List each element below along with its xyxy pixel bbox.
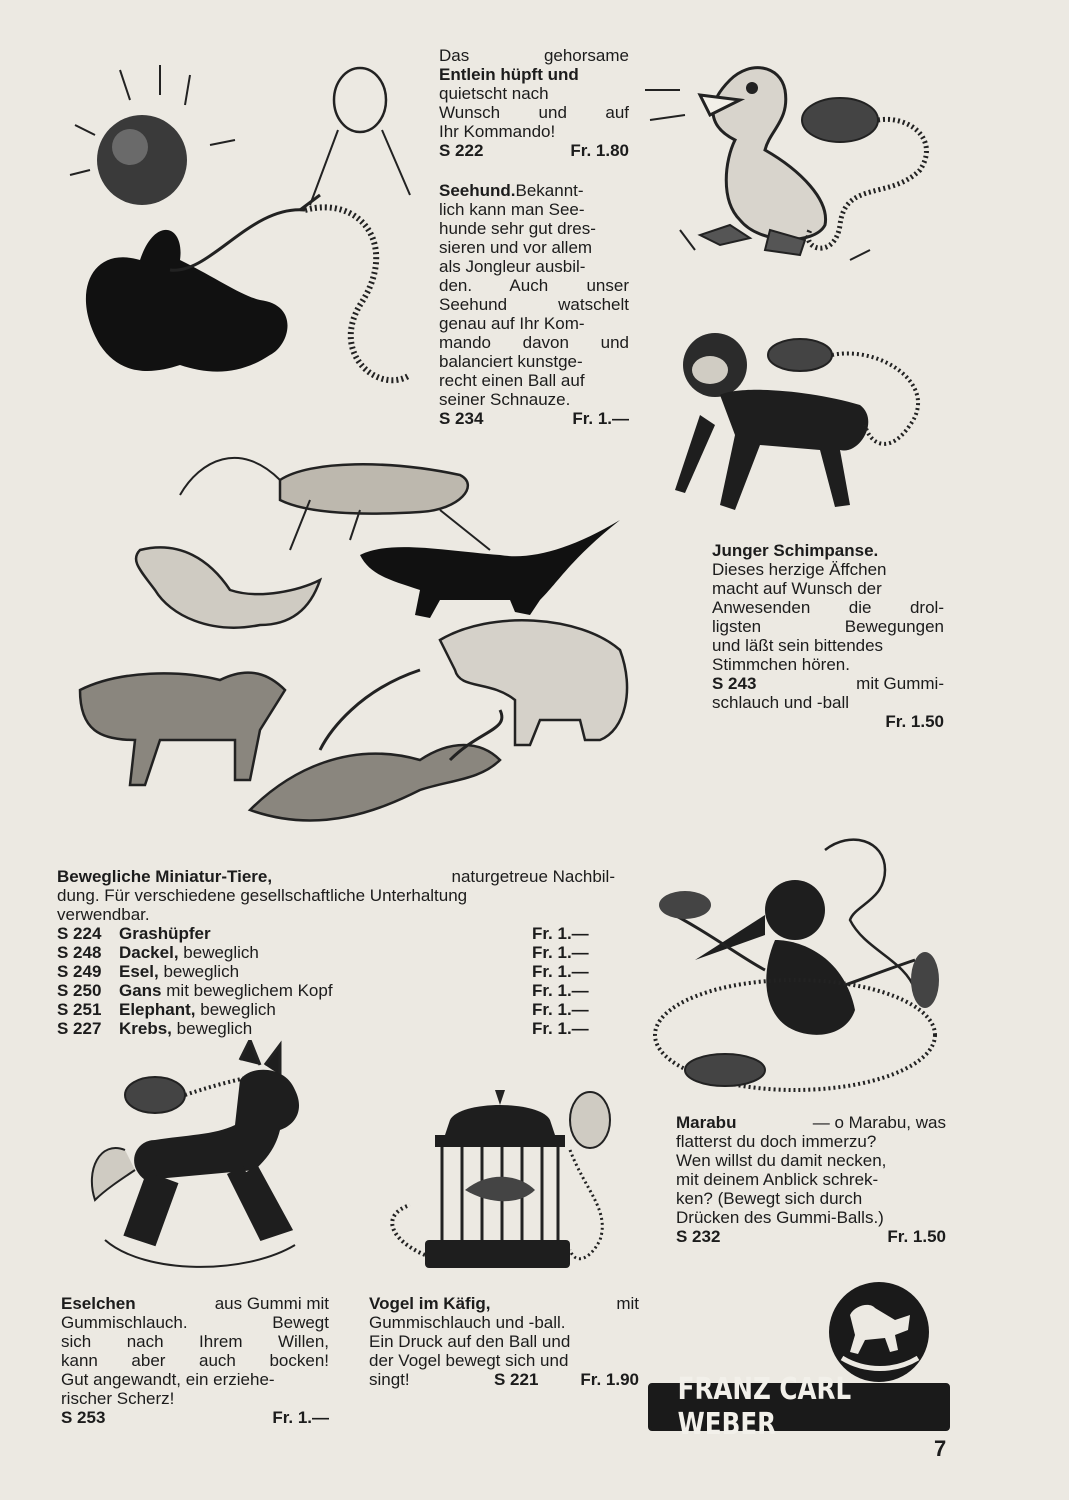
marabu-line-4: ken? (Bewegt sich durch — [676, 1189, 863, 1208]
marabu-line-2: Wen willst du damit necken, — [676, 1151, 887, 1170]
item-name: Esel, — [119, 962, 159, 981]
duck-line-3: quietscht nach — [439, 84, 549, 103]
item-price: Fr. 1.— — [532, 924, 589, 943]
chimp-code-rest: mit Gummi- — [856, 674, 944, 693]
marabu-line-3: mit deinem Anblick schrek- — [676, 1170, 879, 1189]
item-code: S 251 — [57, 1000, 102, 1019]
miniatures-intro-rest: naturgetreue Nachbil- — [451, 867, 615, 886]
bird-title: Vogel im Käfig, — [369, 1294, 491, 1313]
marabu-price-row — [676, 1227, 946, 1246]
chimpanzee-illustration — [640, 325, 955, 525]
miniature-animals-illustration — [60, 440, 640, 850]
donkey-price: Fr. 1.— — [272, 1408, 329, 1427]
item-code: S 248 — [57, 943, 102, 962]
duck-line-1: Das gehorsame — [439, 46, 629, 65]
item-desc: mit beweglichem Kopf — [166, 981, 333, 1000]
bird-line-2: Ein Druck auf den Ball und — [369, 1332, 571, 1351]
list-item — [57, 924, 602, 943]
seal-line-11: recht einen Ball auf — [439, 371, 585, 390]
item-price: Fr. 1.— — [532, 1019, 589, 1038]
donkey-line-1: Gummischlauch. Bewegt — [61, 1313, 329, 1332]
chimp-price: Fr. 1.50 — [885, 712, 944, 731]
bird-cage-illustration — [370, 1080, 645, 1285]
item-price: Fr. 1.— — [532, 981, 589, 1000]
bird-description — [369, 1294, 639, 1389]
item-code: S 227 — [57, 1019, 102, 1038]
seal-line-1: Bekannt- — [515, 181, 584, 200]
seal-line-7: Seehund watschelt — [439, 295, 629, 314]
miniatures-title: Bewegliche Miniatur-Tiere, — [57, 867, 273, 886]
item-name: Elephant, — [119, 1000, 196, 1019]
seal-line-8: genau auf Ihr Kom- — [439, 314, 585, 333]
seal-line-12: seiner Schnauze. — [439, 390, 571, 409]
duck-description — [439, 46, 629, 160]
item-price: Fr. 1.— — [532, 943, 589, 962]
item-code: S 224 — [57, 924, 102, 943]
miniatures-description — [57, 867, 615, 1038]
marabu-line-5: Drücken des Gummi-Balls.) — [676, 1208, 884, 1227]
item-price: Fr. 1.— — [532, 1000, 589, 1019]
chimp-code: S 243 — [712, 674, 757, 693]
donkey-price-row — [61, 1408, 329, 1427]
seal-line-6: den. Auch unser — [439, 276, 629, 295]
chimp-line-2: macht auf Wunsch der — [712, 579, 882, 598]
duck-price-row — [439, 141, 629, 160]
marabu-description — [676, 1113, 946, 1246]
donkey-title: Eselchen — [61, 1294, 136, 1313]
marabu-line-1: flatterst du doch immerzu? — [676, 1132, 877, 1151]
donkey-line-4: Gut angewandt, ein erziehe- — [61, 1370, 275, 1389]
bird-first-rest: mit — [616, 1294, 639, 1313]
seal-line-2: lich kann man See- — [439, 200, 585, 219]
duck-line-5: Ihr Kommando! — [439, 122, 556, 141]
logo-text: FRANZ CARL WEBER — [677, 1372, 852, 1442]
chimp-line-5: und läßt sein bittendes — [712, 636, 884, 655]
duck-price: Fr. 1.80 — [570, 141, 629, 160]
item-desc: beweglich — [163, 962, 240, 981]
chimp-line-after: schlauch und -ball — [712, 693, 850, 712]
donkey-code: S 253 — [61, 1408, 106, 1427]
item-code: S 250 — [57, 981, 102, 1000]
duck-line-2: Entlein hüpft und — [439, 65, 579, 84]
bird-price: Fr. 1.90 — [580, 1370, 639, 1389]
miniatures-intro-line-1: dung. Für verschiedene gesellschaftliche Unterhaltung — [57, 886, 468, 905]
list-item — [57, 981, 602, 1000]
seal-line-4: sieren und vor allem — [439, 238, 593, 257]
item-desc: beweglich — [176, 1019, 253, 1038]
chimp-line-4: ligsten Bewegungen — [712, 617, 944, 636]
marabu-code: S 232 — [676, 1227, 721, 1246]
donkey-description — [61, 1294, 329, 1427]
item-name: Grashüpfer — [119, 924, 211, 943]
miniatures-intro-line-2: verwendbar. — [57, 905, 150, 924]
item-name: Dackel, — [119, 943, 179, 962]
item-code: S 249 — [57, 962, 102, 981]
bird-line-3: der Vogel bewegt sich und — [369, 1351, 569, 1370]
franz-carl-weber-logo — [648, 1372, 950, 1442]
chimp-title: Junger Schimpanse. — [712, 541, 879, 560]
marabu-illustration — [645, 810, 945, 1110]
duck-line-4: Wunsch und auf — [439, 103, 629, 122]
page-number: 7 — [934, 1436, 947, 1461]
seal-code: S 234 — [439, 409, 484, 428]
duck-illustration — [640, 50, 970, 295]
seal-title: Seehund. — [439, 181, 516, 200]
chimp-line-1: Dieses herzige Äffchen — [712, 560, 887, 579]
rocking-horse-logo — [820, 1280, 938, 1385]
donkey-illustration — [65, 1040, 345, 1290]
seal-line-10: balanciert kunstge- — [439, 352, 583, 371]
list-item — [57, 1019, 602, 1038]
chimp-line-3: Anwesenden die drol- — [712, 598, 944, 617]
list-item — [57, 943, 602, 962]
item-desc: beweglich — [183, 943, 259, 962]
list-item — [57, 1000, 602, 1019]
item-name: Gans — [119, 981, 162, 1000]
seal-line-5: als Jongleur ausbil- — [439, 257, 586, 276]
marabu-first-line: — o Marabu, was — [812, 1113, 946, 1132]
seal-price-row — [439, 409, 629, 428]
list-item — [57, 962, 602, 981]
donkey-first-rest: aus Gummi mit — [214, 1294, 329, 1313]
seal-description — [439, 181, 629, 428]
bird-code: S 221 — [494, 1370, 539, 1389]
chimp-description — [712, 541, 944, 731]
bird-last-text: singt! — [369, 1370, 410, 1389]
item-desc: beweglich — [200, 1000, 276, 1019]
donkey-line-2: sich nach Ihrem Willen, — [61, 1332, 329, 1351]
seal-line-9: mando davon und — [439, 333, 629, 352]
donkey-line-5: rischer Scherz! — [61, 1389, 175, 1408]
seal-juggler-illustration — [60, 45, 430, 425]
marabu-price: Fr. 1.50 — [887, 1227, 946, 1246]
chimp-line-6: Stimmchen hören. — [712, 655, 850, 674]
item-price: Fr. 1.— — [532, 962, 589, 981]
bird-line-1: Gummischlauch und -ball. — [369, 1313, 566, 1332]
seal-line-3: hunde sehr gut dres- — [439, 219, 596, 238]
miniatures-list — [57, 924, 602, 1038]
donkey-line-3: kann aber auch bocken! — [61, 1351, 329, 1370]
item-name: Krebs, — [119, 1019, 172, 1038]
duck-code: S 222 — [439, 141, 484, 160]
seal-price: Fr. 1.— — [572, 409, 629, 428]
marabu-title: Marabu — [676, 1113, 737, 1132]
